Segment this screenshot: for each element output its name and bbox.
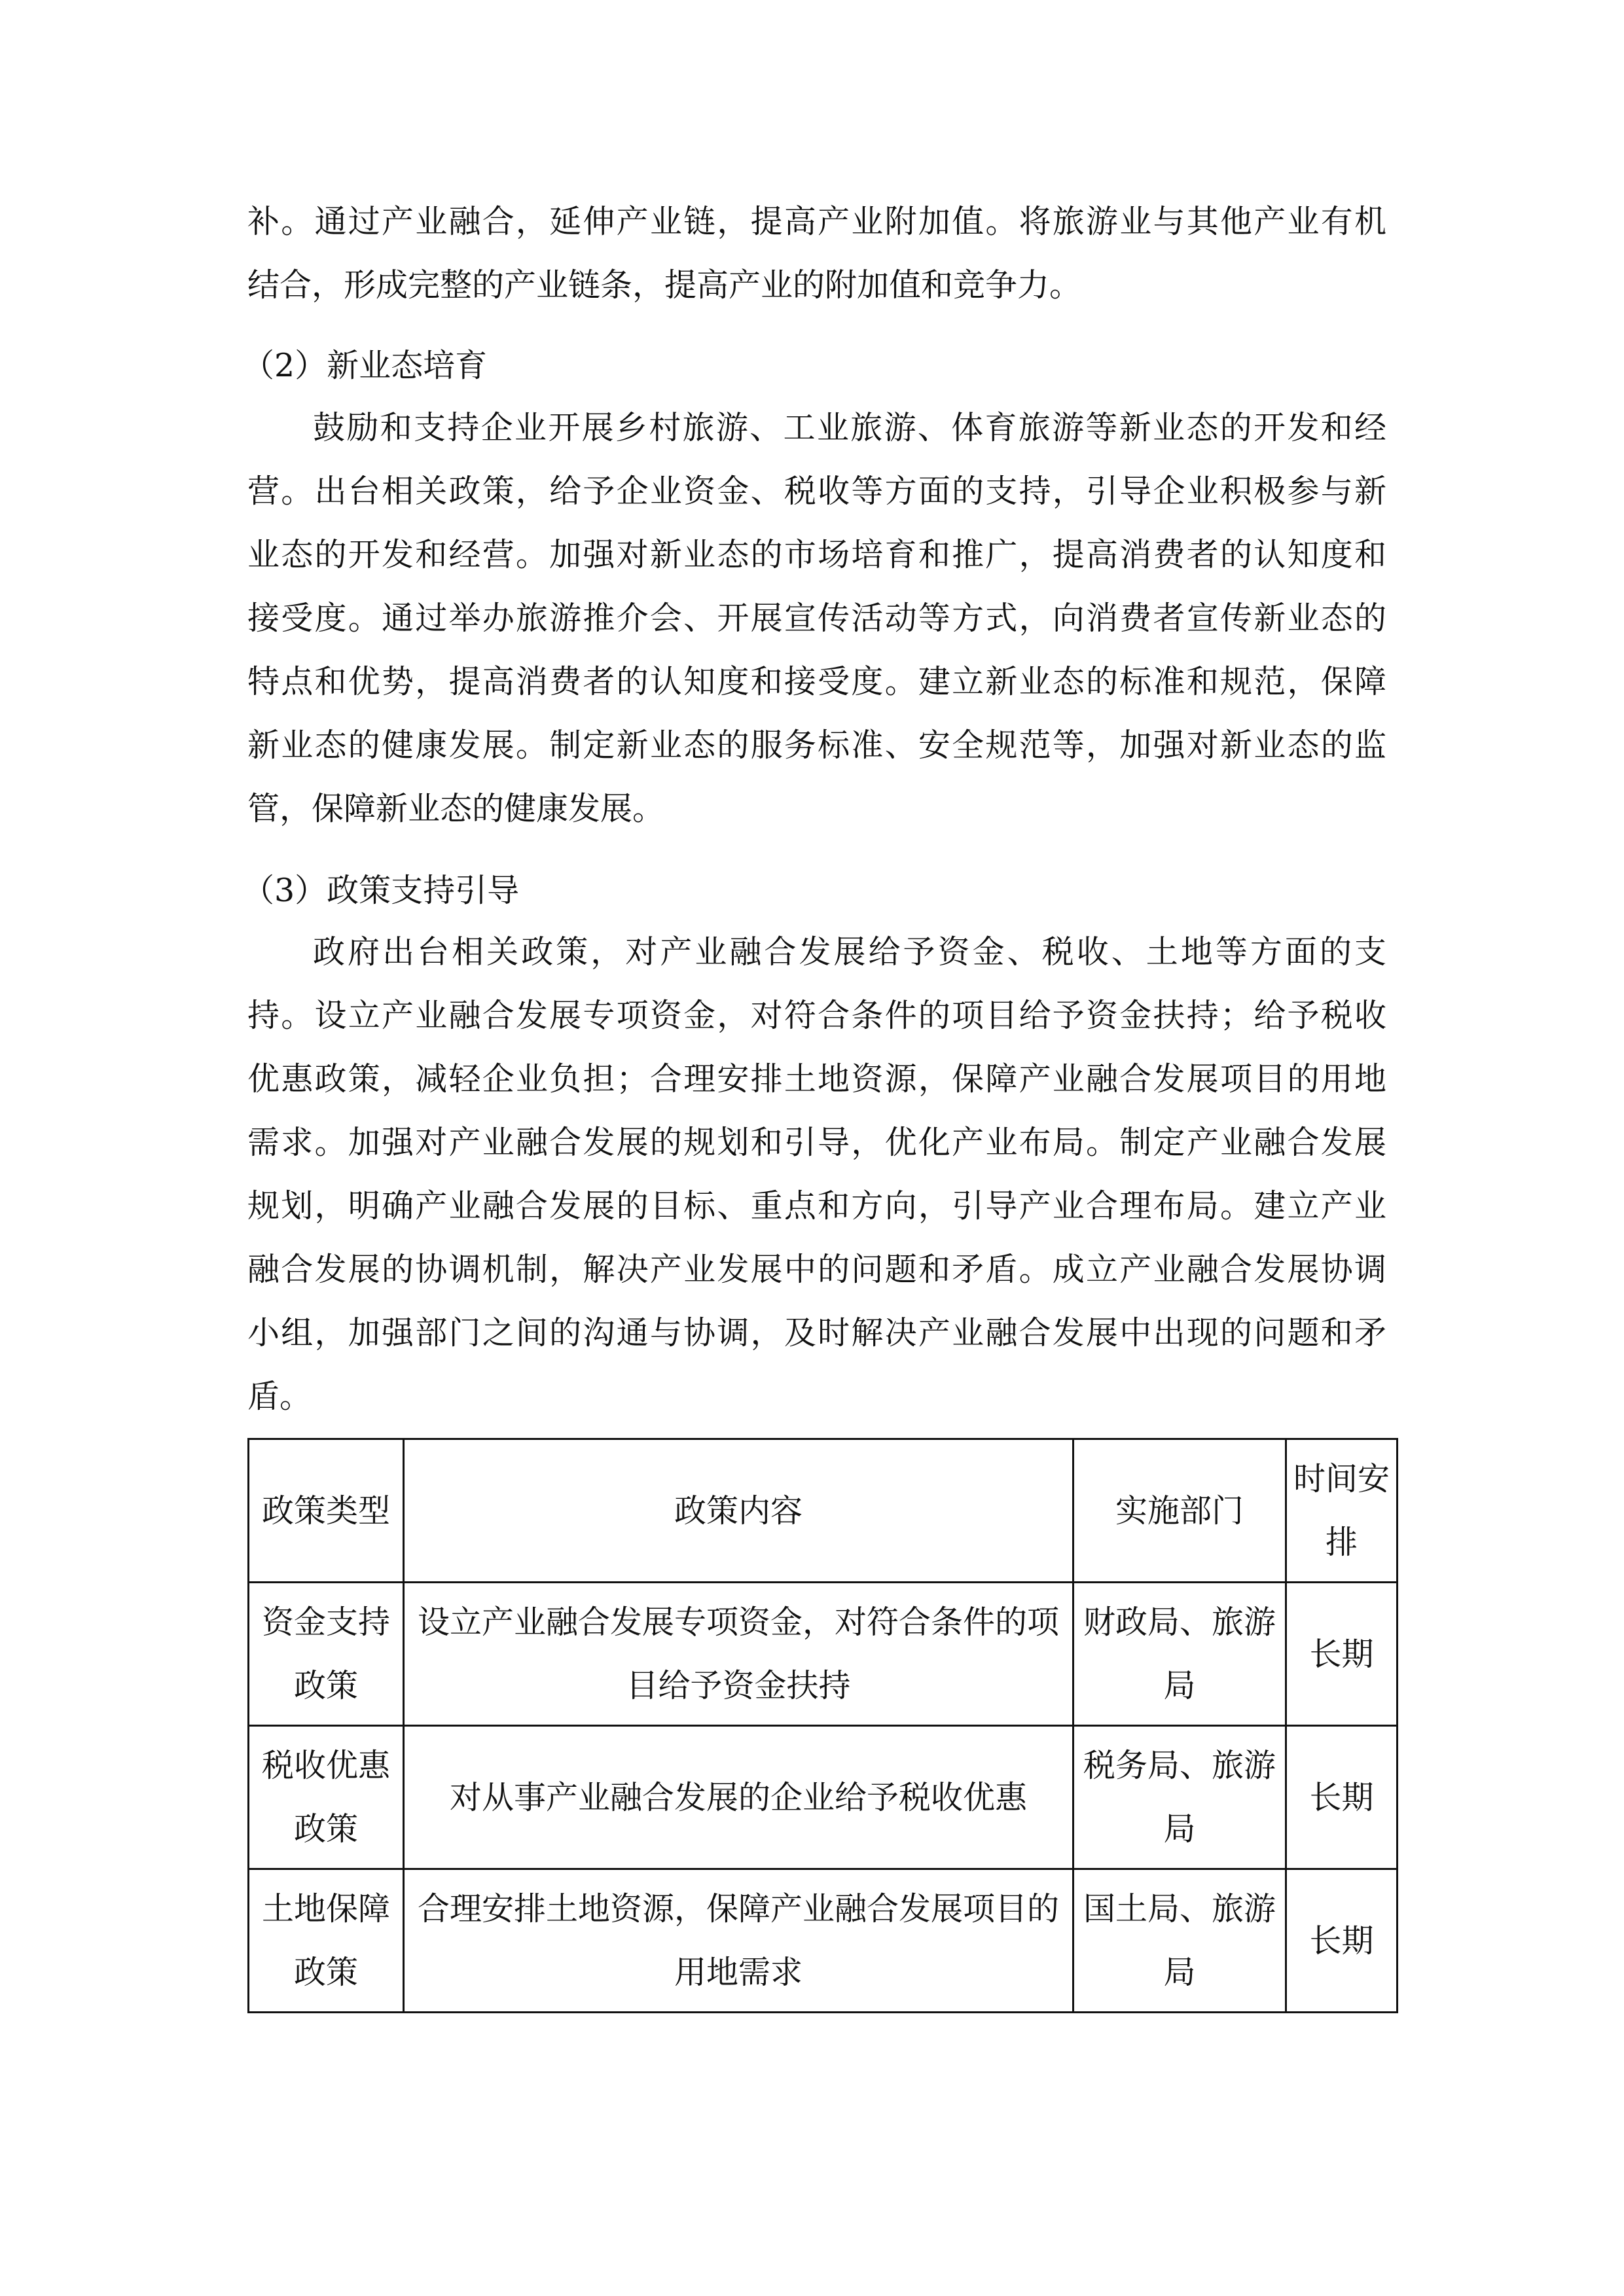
text-line: 需求。加强对产业融合发展的规划和引导，优化产业布局。制定产业融合发展: [247, 1124, 1386, 1161]
table-row: [249, 1869, 1398, 2013]
section-heading-3: （3）政策支持引导: [242, 872, 520, 909]
text-line: 补。通过产业融合，延伸产业链，提高产业附加值。将旅游业与其他产业有机: [247, 203, 1386, 240]
table-cell: 税务局、旅游局: [1074, 1726, 1286, 1869]
header-cell: 时间安排: [1286, 1439, 1398, 1583]
table-cell: 财政局、旅游局: [1074, 1583, 1286, 1726]
table-header-row: [249, 1439, 1398, 1583]
text-line: 业态的开发和经营。加强对新业态的市场培育和推广，提高消费者的认知度和: [247, 536, 1386, 573]
text-line: 小组，加强部门之间的沟通与协调，及时解决产业融合发展中出现的问题和矛: [247, 1314, 1386, 1352]
table-cell: 资金支持政策: [249, 1583, 404, 1726]
text-line: 政府出台相关政策，对产业融合发展给予资金、税收、土地等方面的支: [313, 933, 1386, 971]
paragraph-1: [247, 190, 1386, 317]
table-row: [249, 1726, 1398, 1869]
text-line: 盾。: [247, 1378, 312, 1415]
text-line: 结合，形成完整的产业链条，提高产业的附加值和竞争力。: [247, 266, 1082, 304]
policy-table: [247, 1438, 1398, 2013]
table-cell: 长期: [1286, 1869, 1398, 2013]
text-line: 规划，明确产业融合发展的目标、重点和方向，引导产业合理布局。建立产业: [247, 1187, 1386, 1225]
header-cell: 政策类型: [249, 1439, 404, 1583]
text-line: 特点和优势，提高消费者的认知度和接受度。建立新业态的标准和规范，保障: [247, 663, 1386, 700]
text-line: 接受度。通过举办旅游推介会、开展宣传活动等方式，向消费者宣传新业态的: [247, 600, 1386, 637]
table-cell: 设立产业融合发展专项资金，对符合条件的项目给予资金扶持: [404, 1583, 1074, 1726]
table-cell: 土地保障政策: [249, 1869, 404, 2013]
text-line: 优惠政策，减轻企业负担；合理安排土地资源，保障产业融合发展项目的用地: [247, 1060, 1386, 1098]
text-line: 鼓励和支持企业开展乡村旅游、工业旅游、体育旅游等新业态的开发和经: [313, 409, 1386, 446]
text-line: 营。出台相关政策，给予企业资金、税收等方面的支持，引导企业积极参与新: [247, 473, 1386, 510]
paragraph-3: [247, 920, 1386, 1428]
text-line: 融合发展的协调机制，解决产业发展中的问题和矛盾。成立产业融合发展协调: [247, 1251, 1386, 1288]
table-row: [249, 1583, 1398, 1726]
table-cell: 税收优惠政策: [249, 1726, 404, 1869]
text-line: 管，保障新业态的健康发展。: [247, 790, 665, 827]
section-heading-2: （2）新业态培育: [242, 347, 488, 384]
text-line: 新业态的健康发展。制定新业态的服务标准、安全规范等，加强对新业态的监: [247, 726, 1386, 764]
header-cell: 实施部门: [1074, 1439, 1286, 1583]
table-cell: 长期: [1286, 1726, 1398, 1869]
table-cell: 对从事产业融合发展的企业给予税收优惠: [404, 1726, 1074, 1869]
table-cell: 合理安排土地资源，保障产业融合发展项目的用地需求: [404, 1869, 1074, 2013]
table-cell: 长期: [1286, 1583, 1398, 1726]
text-line: 持。设立产业融合发展专项资金，对符合条件的项目给予资金扶持；给予税收: [247, 997, 1386, 1034]
table-cell: 国土局、旅游局: [1074, 1869, 1286, 2013]
paragraph-2: [247, 396, 1386, 840]
header-cell: 政策内容: [404, 1439, 1074, 1583]
